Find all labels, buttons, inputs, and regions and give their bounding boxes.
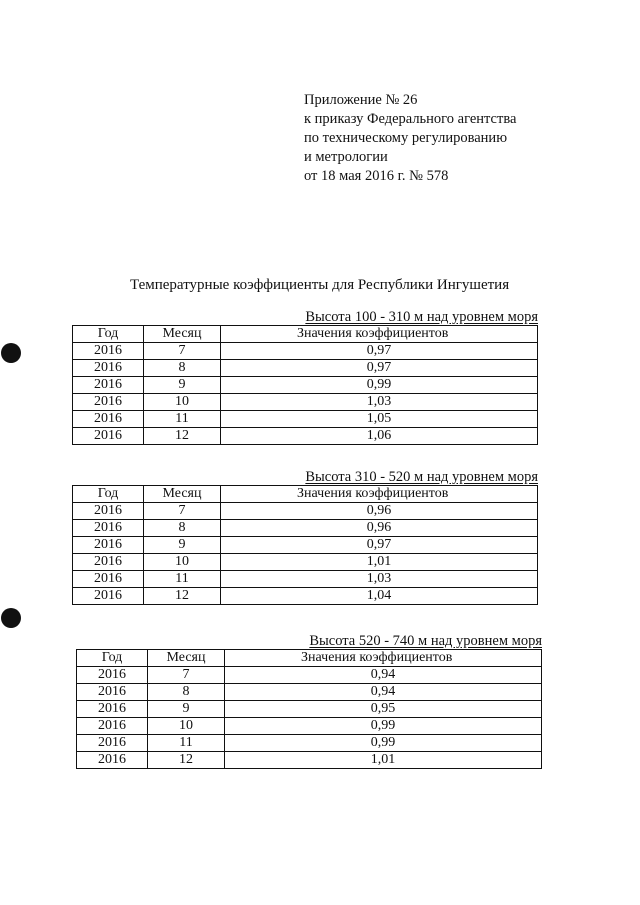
cell-month: 10 — [144, 394, 221, 411]
table-row — [77, 752, 542, 769]
header-year: Год — [73, 326, 144, 343]
cell-year: 2016 — [73, 588, 144, 605]
cell-month: 8 — [144, 520, 221, 537]
appendix-line: от 18 мая 2016 г. № 578 — [304, 168, 449, 184]
cell-year: 2016 — [77, 667, 148, 684]
table-row — [73, 343, 538, 360]
header-month: Месяц — [144, 486, 221, 503]
cell-month: 9 — [144, 537, 221, 554]
cell-month: 7 — [148, 667, 225, 684]
cell-value: 0,96 — [221, 503, 538, 520]
appendix-line: к приказу Федерального агентства — [304, 111, 517, 127]
table-row — [73, 503, 538, 520]
table-row — [77, 718, 542, 735]
cell-value: 0,95 — [225, 701, 542, 718]
cell-year: 2016 — [77, 718, 148, 735]
appendix-line: и метрологии — [304, 149, 388, 165]
punch-hole-icon — [1, 608, 21, 628]
header-month: Месяц — [148, 650, 225, 667]
table-row — [77, 735, 542, 752]
table-row — [73, 537, 538, 554]
cell-month: 12 — [144, 428, 221, 445]
altitude-caption: Высота 310 - 520 м над уровнем моря — [305, 469, 538, 485]
cell-value: 0,94 — [225, 667, 542, 684]
cell-value: 1,06 — [221, 428, 538, 445]
cell-month: 10 — [148, 718, 225, 735]
coefficient-block — [72, 469, 538, 605]
cell-value: 0,99 — [225, 735, 542, 752]
cell-month: 7 — [144, 503, 221, 520]
cell-year: 2016 — [73, 394, 144, 411]
cell-value: 1,03 — [221, 571, 538, 588]
cell-value: 1,03 — [221, 394, 538, 411]
cell-year: 2016 — [73, 503, 144, 520]
appendix-header — [304, 91, 516, 186]
header-value: Значения коэффициентов — [221, 486, 538, 503]
table-row — [73, 588, 538, 605]
table-row — [73, 411, 538, 428]
cell-month: 11 — [144, 411, 221, 428]
table-row — [73, 377, 538, 394]
header-year: Год — [73, 486, 144, 503]
cell-value: 1,05 — [221, 411, 538, 428]
table-header-row — [73, 326, 538, 343]
cell-year: 2016 — [73, 377, 144, 394]
table-row — [73, 394, 538, 411]
table-header-row — [73, 486, 538, 503]
cell-value: 1,04 — [221, 588, 538, 605]
cell-month: 8 — [148, 684, 225, 701]
cell-year: 2016 — [73, 554, 144, 571]
altitude-caption: Высота 520 - 740 м над уровнем моря — [309, 633, 542, 649]
cell-month: 12 — [144, 588, 221, 605]
table-row — [77, 667, 542, 684]
coefficient-block — [76, 633, 542, 769]
header-month: Месяц — [144, 326, 221, 343]
cell-value: 0,97 — [221, 537, 538, 554]
cell-value: 0,96 — [221, 520, 538, 537]
coefficient-table — [76, 649, 542, 769]
table-row — [73, 360, 538, 377]
table-row — [77, 701, 542, 718]
cell-value: 0,99 — [221, 377, 538, 394]
cell-year: 2016 — [73, 520, 144, 537]
cell-value: 0,99 — [225, 718, 542, 735]
coefficient-block — [72, 309, 538, 445]
table-row — [73, 428, 538, 445]
coefficient-table — [72, 325, 538, 445]
cell-month: 12 — [148, 752, 225, 769]
table-row — [77, 684, 542, 701]
appendix-line: Приложение № 26 — [304, 92, 418, 108]
cell-year: 2016 — [73, 343, 144, 360]
cell-year: 2016 — [77, 701, 148, 718]
document-title: Температурные коэффициенты для Республики Ингушетия — [130, 277, 510, 293]
cell-value: 1,01 — [221, 554, 538, 571]
cell-month: 7 — [144, 343, 221, 360]
cell-year: 2016 — [73, 428, 144, 445]
cell-value: 0,97 — [221, 343, 538, 360]
cell-month: 10 — [144, 554, 221, 571]
cell-year: 2016 — [73, 411, 144, 428]
cell-year: 2016 — [73, 571, 144, 588]
cell-year: 2016 — [73, 537, 144, 554]
cell-month: 9 — [148, 701, 225, 718]
header-value: Значения коэффициентов — [225, 650, 542, 667]
cell-value: 0,97 — [221, 360, 538, 377]
table-header-row — [77, 650, 542, 667]
appendix-line: по техническому регулированию — [304, 130, 508, 146]
cell-value: 1,01 — [225, 752, 542, 769]
cell-value: 0,94 — [225, 684, 542, 701]
cell-month: 11 — [144, 571, 221, 588]
header-year: Год — [77, 650, 148, 667]
cell-year: 2016 — [77, 684, 148, 701]
altitude-caption: Высота 100 - 310 м над уровнем моря — [305, 309, 538, 325]
table-row — [73, 554, 538, 571]
cell-month: 9 — [144, 377, 221, 394]
header-value: Значения коэффициентов — [221, 326, 538, 343]
coefficient-table — [72, 485, 538, 605]
cell-year: 2016 — [77, 752, 148, 769]
punch-hole-icon — [1, 343, 21, 363]
cell-month: 11 — [148, 735, 225, 752]
table-row — [73, 571, 538, 588]
cell-year: 2016 — [73, 360, 144, 377]
table-row — [73, 520, 538, 537]
cell-year: 2016 — [77, 735, 148, 752]
cell-month: 8 — [144, 360, 221, 377]
